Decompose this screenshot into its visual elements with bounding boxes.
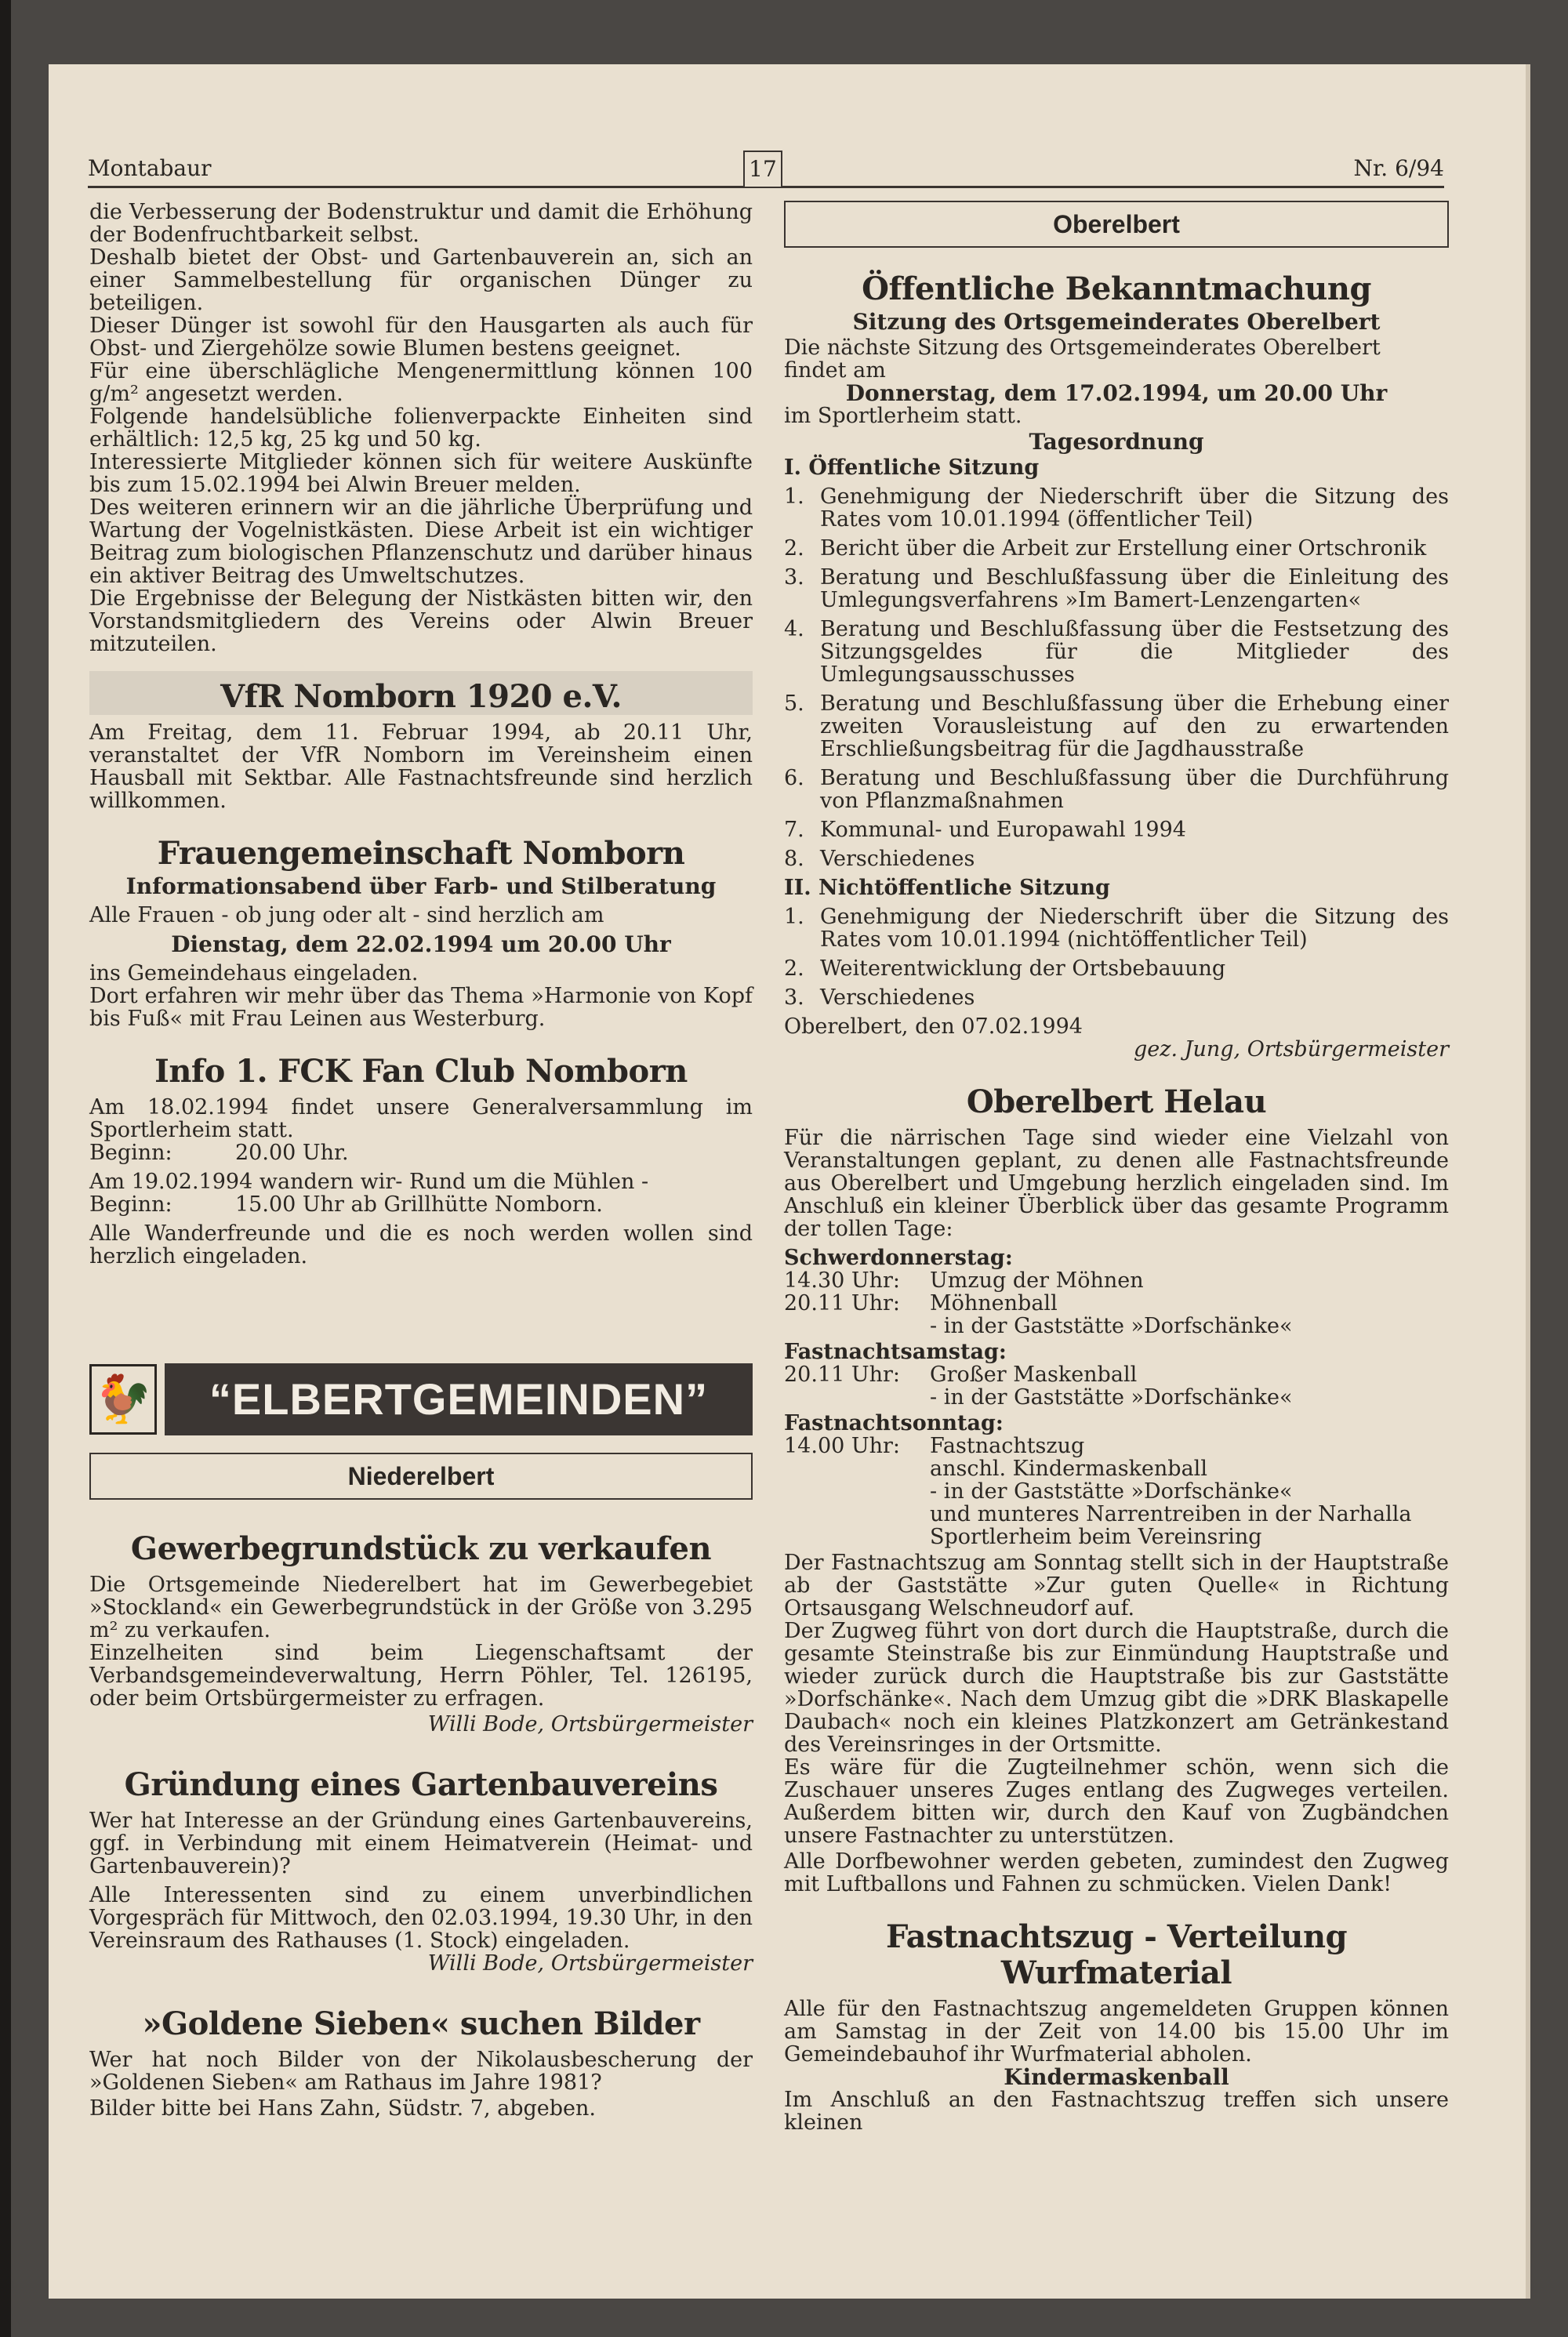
paragraph: Die Ergebnisse der Belegung der Nistkästen bitten wir, den Vorstandsmitgliedern des Vereins oder Alwin Breuer mitzuteilen. xyxy=(89,586,753,656)
schedule-row xyxy=(784,1292,1449,1315)
paragraph: Folgende handelsübliche folienverpackte Einheiten sind erhältlich: 12,5 kg, 25 kg und 50 kg. xyxy=(89,405,753,452)
subheadline: Sitzung des Ortsgemeinderates Oberelbert xyxy=(852,309,1381,335)
article-vfr xyxy=(89,671,753,715)
list-item xyxy=(784,537,1449,560)
list-item xyxy=(784,905,1449,951)
article-frauen xyxy=(89,836,753,1030)
event: Umzug der Möhnen xyxy=(930,1268,1144,1293)
section-banner xyxy=(89,1362,753,1437)
page-number: 17 xyxy=(743,151,782,188)
agenda-section: II. Nichtöffentliche Sitzung xyxy=(784,876,1110,900)
headline: »Goldene Sieben« suchen Bilder xyxy=(142,2005,700,2042)
item-number: 5. xyxy=(784,691,804,716)
paragraph: Einzelheiten sind beim Liegenschaftsamt der Verbandsgemeindeverwaltung, Herrn Pöhler, Tel. 126195, oder beim Ortsbürgermeister zu erfragen. xyxy=(89,1641,753,1711)
item-text: Verschiedenes xyxy=(820,847,975,871)
article-wurfmaterial xyxy=(784,1919,1449,2134)
list-item xyxy=(784,692,1449,760)
item-number: 6. xyxy=(784,766,804,790)
paragraph: Deshalb bietet der Obst- und Gartenbauverein an, sich an einer Sammelbestellung für organischen Dünger zu beteiligen. xyxy=(89,245,753,315)
paragraph: Am 18.02.1994 findet unsere Generalversammlung im Sportlerheim statt. xyxy=(89,1095,753,1142)
paragraph: Am Freitag, dem 11. Februar 1994, ab 20.11 Uhr, veranstaltet der VfR Nomborn im Vereinsheim einen Hausball mit Sektbar. Alle Fastnachtsfreunde sind herzlich willkommen. xyxy=(89,720,753,813)
item-text: Weiterentwicklung der Ortsbebauung xyxy=(820,956,1226,981)
list-item xyxy=(784,566,1449,611)
item-number: 1. xyxy=(784,905,804,929)
item-number: 7. xyxy=(784,818,804,842)
item-text: Beratung und Beschlußfassung über die Erhebung einer zweiten Vorausleistung auf den zu erwartenden Erschließungsbeitrag für die Jagdhausstraße xyxy=(820,691,1449,761)
paragraph: Am 19.02.1994 wandern wir- Rund um die Mühlen - xyxy=(89,1170,649,1194)
schedule-row xyxy=(89,1193,753,1216)
paragraph: Bilder bitte bei Hans Zahn, Südstr. 7, abgeben. xyxy=(89,2096,596,2121)
item-text: Beratung und Beschlußfassung über die Durchführung von Pflanzmaßnahmen xyxy=(820,766,1449,813)
header-town: Montabaur xyxy=(88,155,212,181)
article-garten xyxy=(89,1767,753,1975)
item-text: Kommunal- und Europawahl 1994 xyxy=(820,818,1186,842)
item-text: Bericht über die Arbeit zur Erstellung einer Ortschronik xyxy=(820,536,1427,561)
paragraph: Dieser Dünger ist sowohl für den Hausgarten als auch für Obst- und Ziergehölze sowie Blumen bestens geeignet. xyxy=(89,314,753,361)
issue-number: Nr. 6/94 xyxy=(1353,155,1444,181)
paragraph: Dort erfahren wir mehr über das Thema »Harmonie von Kopf bis Fuß« mit Frau Leinen aus Westerburg. xyxy=(89,984,753,1031)
agenda-list xyxy=(784,905,1449,1009)
item-number: 8. xyxy=(784,847,804,871)
rooster-icon: 🐓 xyxy=(89,1364,157,1435)
paragraph: Alle für den Fastnachtszug angemeldeten Gruppen können am Samstag in der Zeit von 14.00 bis 15.00 Uhr im Gemeindebauhof ihr Wurfmaterial abholen. xyxy=(784,1997,1449,2067)
left-column xyxy=(89,201,753,2120)
event-detail: - in der Gaststätte »Dorfschänke« xyxy=(930,1314,1293,1338)
item-number: 3. xyxy=(784,565,804,590)
headline: Fastnachtszug - Verteilung Wurfmaterial xyxy=(885,1918,1348,1991)
item-number: 4. xyxy=(784,617,804,641)
list-item xyxy=(784,618,1449,686)
paragraph: Wer hat Interesse an der Gründung eines Gartenbauvereins, ggf. in Verbindung mit einem Heimatverein (Heimat- und Gartenbauverein)? xyxy=(89,1809,753,1878)
item-number: 3. xyxy=(784,985,804,1010)
paragraph: Die Ortsgemeinde Niederelbert hat im Gewerbegebiet »Stockland« ein Gewerbegrundstück in der Größe von 3.295 m² zu verkaufen. xyxy=(89,1573,753,1642)
event-detail: - in der Gaststätte »Dorfschänke« xyxy=(930,1479,1293,1504)
section-oberelbert: Oberelbert xyxy=(784,201,1449,248)
paragraph: Der Fastnachtszug am Sonntag stellt sich in der Hauptstraße ab der Gaststätte »Zur guten Quelle« in Richtung Ortsausgang Welschneudorf auf. xyxy=(784,1551,1449,1620)
schedule-row xyxy=(784,1363,1449,1386)
value: 20.00 Uhr. xyxy=(235,1141,349,1165)
item-text: Genehmigung der Niederschrift über die Sitzung des Rates vom 10.01.1994 (öffentlicher Teil) xyxy=(820,484,1449,532)
list-item xyxy=(784,485,1449,531)
subheadline: Informationsabend über Farb- und Stilberatung xyxy=(125,873,717,899)
paragraph: Für eine überschlägliche Mengenermittlung können 100 g/m² angesetzt werden. xyxy=(89,359,753,406)
schedule-row xyxy=(784,1269,1449,1292)
list-item xyxy=(784,767,1449,812)
page-header xyxy=(88,152,1444,188)
scan-border xyxy=(0,0,11,2337)
headline: Gewerbegrundstück zu verkaufen xyxy=(130,1530,712,1567)
article-gewerbe xyxy=(89,1531,753,1736)
time: 20.11 Uhr: xyxy=(784,1363,901,1387)
event-detail: und munteres Narrentreiben in der Narhalla xyxy=(930,1502,1412,1526)
event: Möhnenball xyxy=(930,1291,1058,1315)
headline: Info 1. FCK Fan Club Nomborn xyxy=(154,1053,688,1090)
label: Beginn: xyxy=(89,1141,172,1165)
paragraph: Alle Dorfbewohner werden gebeten, zumindest den Zugweg mit Luftballons und Fahnen zu schmücken. Vielen Dank! xyxy=(784,1849,1449,1896)
article-helau xyxy=(784,1084,1449,1896)
paragraph: Es wäre für die Zugteilnehmer schön, wenn sich die Zuschauer unseres Zuges entlang des Zugweges verteilen. Außerdem bitten wir, durch den Kauf von Zugbändchen unsere Fastnachter zu unterstützen. xyxy=(784,1755,1449,1848)
item-number: 2. xyxy=(784,536,804,561)
event-date: Donnerstag, dem 17.02.1994, um 20.00 Uhr xyxy=(845,380,1388,406)
article-sieben xyxy=(89,2006,753,2120)
paragraph: im Sportlerheim statt. xyxy=(784,404,1022,428)
signature: Willi Bode, Ortsbürgermeister xyxy=(427,1712,753,1736)
schedule-row xyxy=(784,1435,1449,1457)
value: 15.00 Uhr ab Grillhütte Nomborn. xyxy=(235,1192,603,1217)
section-niederelbert: Niederelbert xyxy=(89,1453,753,1500)
headline: Gründung eines Gartenbauvereins xyxy=(124,1766,718,1803)
event-detail: - in der Gaststätte »Dorfschänke« xyxy=(930,1385,1293,1410)
item-text: Beratung und Beschlußfassung über die Einleitung des Umlegungsverfahrens »Im Bamert-Lenzengarten« xyxy=(820,565,1449,612)
subheadline: Kindermaskenball xyxy=(1004,2064,1229,2090)
paragraph: Wer hat noch Bilder von der Nikolausbescherung der »Goldenen Sieben« am Rathaus im Jahre 1981? xyxy=(89,2048,753,2095)
event: Großer Maskenball xyxy=(930,1363,1138,1387)
schedule-day: Fastnachtsonntag: xyxy=(784,1411,1004,1435)
place-date: Oberelbert, den 07.02.1994 xyxy=(784,1014,1083,1039)
paragraph: Alle Wanderfreunde und die es noch werden wollen sind herzlich eingeladen. xyxy=(89,1221,753,1268)
list-item xyxy=(784,986,1449,1009)
list-item xyxy=(784,818,1449,841)
schedule-day: Fastnachtsamstag: xyxy=(784,1340,1007,1364)
right-column xyxy=(784,201,1449,2134)
agenda-heading: Tagesordnung xyxy=(1029,429,1204,455)
paragraph: die Verbesserung der Bodenstruktur und damit die Erhöhung der Bodenfruchtbarkeit selbst. xyxy=(89,200,753,247)
paragraph: Für die närrischen Tage sind wieder eine Vielzahl von Veranstaltungen geplant, zu denen alle Fastnachtsfreunde aus Oberelbert und Umgebung herzlich eingeladen sind. Im Anschluß ein kleiner Überblick über das gesamte Programm der tollen Tage: xyxy=(784,1126,1449,1241)
item-number: 1. xyxy=(784,484,804,509)
paragraph: Alle Interessenten sind zu einem unverbindlichen Vorgespräch für Mittwoch, den 02.03.1994, 19.30 Uhr, in den Vereinsraum des Rathauses (1. Stock) eingeladen. xyxy=(89,1883,753,1953)
agenda-section: I. Öffentliche Sitzung xyxy=(784,455,1040,480)
event-detail: Sportlerheim beim Vereinsring xyxy=(930,1525,1262,1549)
paragraph: Alle Frauen - ob jung oder alt - sind herzlich am xyxy=(89,903,604,927)
agenda-list xyxy=(784,485,1449,870)
paragraph: Interessierte Mitglieder können sich für weitere Auskünfte bis zum 15.02.1994 bei Alwin Breuer melden. xyxy=(89,450,753,497)
signature: gez. Jung, Ortsbürgermeister xyxy=(1133,1037,1449,1061)
item-text: Beratung und Beschlußfassung über die Festsetzung des Sitzungsgeldes für die Mitglieder des Umlegungsausschusses xyxy=(820,617,1449,687)
event-date: Dienstag, dem 22.02.1994 um 20.00 Uhr xyxy=(171,931,671,957)
paragraph: Im Anschluß an den Fastnachtszug treffen sich unsere kleinen xyxy=(784,2088,1449,2135)
article-bekanntmachung xyxy=(784,271,1449,1061)
paragraph: ins Gemeindehaus eingeladen. xyxy=(89,961,419,985)
list-item xyxy=(784,957,1449,980)
headline: Frauengemeinschaft Nomborn xyxy=(157,835,685,872)
item-number: 2. xyxy=(784,956,804,981)
article-fck xyxy=(89,1054,753,1268)
time: 14.00 Uhr: xyxy=(784,1434,901,1458)
schedule-day: Schwerdonnerstag: xyxy=(784,1246,1013,1270)
headline: VfR Nomborn 1920 e.V. xyxy=(220,678,622,715)
headline: Oberelbert Helau xyxy=(966,1083,1267,1120)
label: Beginn: xyxy=(89,1192,172,1217)
schedule-row xyxy=(89,1141,753,1164)
signature: Willi Bode, Ortsbürgermeister xyxy=(427,1951,753,1976)
banner-title: “ELBERTGEMEINDEN” xyxy=(165,1363,753,1435)
paragraph: Des weiteren erinnern wir an die jährliche Überprüfung und Wartung der Vogelnistkästen. Diese Arbeit ist ein wichtiger Beitrag zum biologischen Pflanzenschutz und darüber hinaus ein aktiver Beitrag des Umweltschutzes. xyxy=(89,495,753,588)
headline: Öffentliche Bekanntmachung xyxy=(862,270,1371,307)
paragraph: Die nächste Sitzung des Ortsgemeinderates Oberelbert findet am xyxy=(784,336,1381,383)
intro-text xyxy=(89,201,753,655)
paragraph: Der Zugweg führt von dort durch die Hauptstraße, durch die gesamte Steinstraße bis zur Einmündung Hauptstraße und wieder zurück durch die Hauptstraße bis zur Gaststätte »Dorfschänke«. Nach dem Umzug gibt die »DRK Blaskapelle Daubach« noch ein kleines Platzkonzert am Getränkestand des Vereinsringes in der Ortsmitte. xyxy=(784,1619,1449,1757)
event-detail: anschl. Kindermaskenball xyxy=(930,1457,1207,1481)
time: 20.11 Uhr: xyxy=(784,1291,901,1315)
event: Fastnachtszug xyxy=(930,1434,1085,1458)
list-item xyxy=(784,847,1449,870)
item-text: Verschiedenes xyxy=(820,985,975,1010)
item-text: Genehmigung der Niederschrift über die Sitzung des Rates vom 10.01.1994 (nichtöffentlicher Teil) xyxy=(820,905,1449,952)
time: 14.30 Uhr: xyxy=(784,1268,901,1293)
